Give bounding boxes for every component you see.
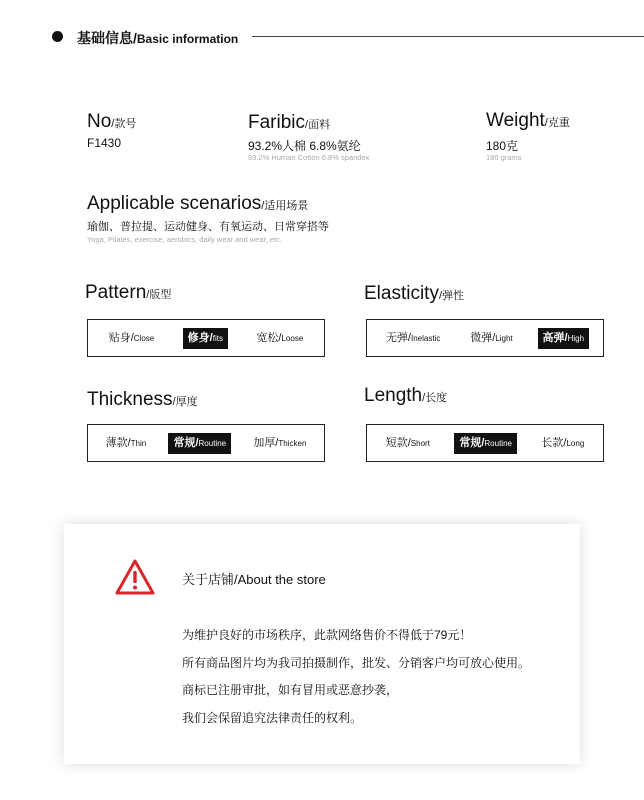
store-notice-line-2: 所有商品图片均为我司拍摄制作，批发、分销客户均可放心使用。: [182, 656, 531, 670]
section-title: [77, 28, 238, 48]
scenarios-value-en: Yoga, Pilates, exercise, aerobics, daily wear and wear, etc.: [87, 235, 282, 244]
section-title-en: Basic information: [136, 32, 239, 46]
store-notice-line-4: 我们会保留追究法律责任的权利。: [182, 711, 363, 725]
weight-label: Weight/克重: [486, 110, 570, 131]
thickness-option-thin[interactable]: 薄款/Thin: [105, 436, 147, 449]
header-divider: [252, 36, 644, 37]
length-option-short[interactable]: 短款/Short: [385, 436, 430, 449]
elasticity-option-high[interactable]: 高弹/High: [538, 328, 590, 349]
elasticity-option-inelastic[interactable]: 无弹/Inelastic: [385, 331, 441, 344]
scenarios-label: Applicable scenarios/适用场景: [87, 193, 309, 214]
pattern-options: [87, 319, 325, 357]
thickness-options: [87, 424, 325, 462]
length-options: [366, 424, 604, 462]
weight-value-en: 180 grams: [486, 153, 522, 162]
thickness-option-thicken[interactable]: 加厚/Thicken: [253, 436, 307, 449]
section-title-cn: 基础信息/: [77, 30, 137, 46]
thickness-label: Thickness/厚度: [87, 389, 198, 410]
length-option-routine[interactable]: 常规/Routine: [454, 433, 517, 454]
store-notice-line-3: 商标已注册审批，如有冒用或恶意抄袭，: [182, 683, 399, 697]
elasticity-options: [366, 319, 604, 357]
store-notice-line-1: 为维护良好的市场秩序，此款网络售价不得低于79元！: [182, 628, 472, 642]
style-no-label: No/款号: [87, 111, 137, 132]
thickness-option-routine[interactable]: 常规/Routine: [168, 433, 231, 454]
pattern-option-close[interactable]: 贴身/Close: [108, 331, 155, 344]
pattern-option-fits[interactable]: 修身/fits: [183, 328, 228, 349]
style-no-value: F1430: [87, 136, 122, 150]
length-option-long[interactable]: 长款/Long: [541, 436, 585, 449]
fabric-value: 93.2%人棉 6.8%氨纶: [248, 139, 361, 153]
fabric-value-en: 93.2% Human Cotton 6.8% spandex: [248, 153, 370, 162]
pattern-option-loose[interactable]: 宽松/Loose: [256, 331, 304, 344]
header-bullet-icon: [52, 31, 63, 42]
pattern-label: Pattern/版型: [85, 282, 172, 303]
warning-triangle-icon: [114, 558, 156, 596]
elasticity-option-light[interactable]: 微弹/Light: [470, 331, 513, 344]
store-title: 关于店铺/About the store: [182, 572, 326, 587]
weight-value: 180克: [486, 139, 519, 153]
elasticity-label: Elasticity/弹性: [364, 283, 465, 304]
length-label: Length/长度: [364, 385, 448, 406]
scenarios-value: 瑜伽、普拉提、运动健身、有氧运动、日常穿搭等: [87, 221, 329, 233]
fabric-label: Faribic/面料: [248, 112, 331, 133]
